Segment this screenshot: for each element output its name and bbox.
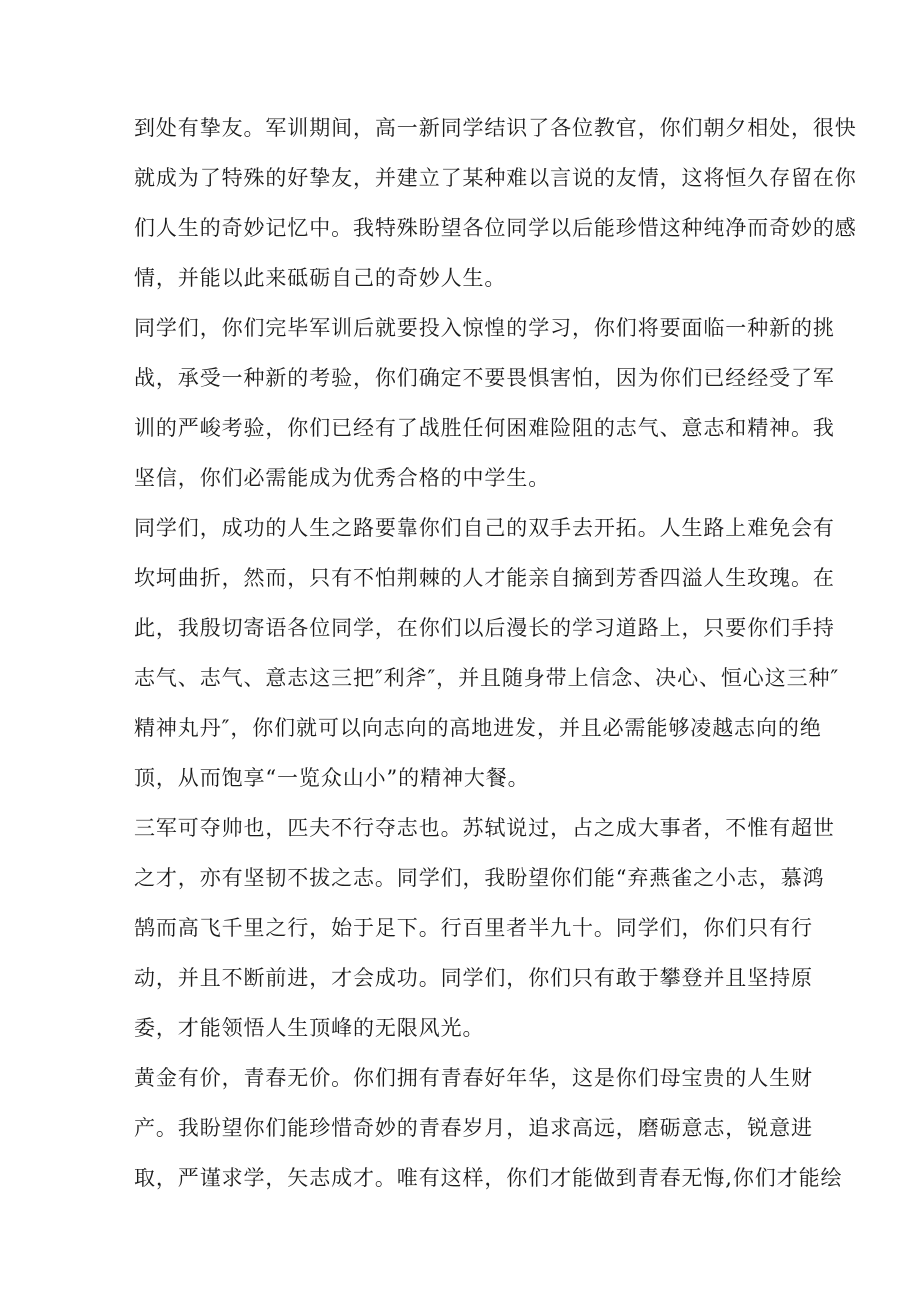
paragraph-1-line-2: 就成为了特殊的好挚友，并建立了某种难以言说的友情，这将恒久存留在你 [134,166,857,190]
paragraph-4-line-3: 鹄而高飞千里之行，始于足下。行百里者半九十。同学们，你们只有行 [134,916,813,940]
paragraph-3-line-5: 精神丸丹″，你们就可以向志向的高地进发，并且必需能够凌越志向的绝 [134,716,822,740]
paragraph-2-line-3: 训的严峻考验，你们已经有了战胜任何困难险阻的志气、意志和精神。我 [134,416,835,440]
paragraph-4-line-1: 三军可夺帅也，匹夫不行夺志也。苏轼说过，占之成大事者，不惟有超世 [134,816,835,840]
paragraph-3-line-3: 此，我殷切寄语各位同学，在你们以后漫长的学习道路上，只要你们手持 [134,616,835,640]
paragraph-2-line-4: 坚信，你们必需能成为优秀合格的中学生。 [134,466,551,490]
paragraph-2-line-2: 战，承受一种新的考验，你们确定不要畏惧害怕，因为你们已经经受了军 [134,366,835,390]
paragraph-1-line-1: 到处有挚友。军训期间，高一新同学结识了各位教官，你们朝夕相处，很快 [134,116,857,140]
paragraph-5-line-3: 取，严谨求学，矢志成才。唯有这样，你们才能做到青春无悔,你们才能绘 [134,1166,843,1190]
paragraph-3-line-4: 志气、志气、意志这三把″利斧″，并且随身带上信念、决心、恒心这三种″ [134,666,840,690]
paragraph-2-line-1: 同学们，你们完毕军训后就要投入惊惶的学习，你们将要面临一种新的挑 [134,316,835,340]
paragraph-5-line-1: 黄金有价，青春无价。你们拥有青春好年华，这是你们母宝贵的人生财 [134,1066,813,1090]
paragraph-3-line-2: 坎坷曲折，然而，只有不怕荆棘的人才能亲自摘到芳香四溢人生玫瑰。在 [134,566,835,590]
paragraph-1-line-4: 情，并能以此来砥砺自己的奇妙人生。 [134,266,507,290]
paragraph-5-line-2: 产。我盼望你们能珍惜奇妙的青春岁月，追求高远，磨砺意志，锐意进 [134,1116,813,1140]
paragraph-4-line-4: 动，并且不断前进，才会成功。同学们，你们只有敢于攀登并且坚持原 [134,966,813,990]
paragraph-1-line-3: 们人生的奇妙记忆中。我特殊盼望各位同学以后能珍惜这种纯净而奇妙的感 [134,216,857,240]
paragraph-4-line-5: 委，才能领悟人生顶峰的无限风光。 [134,1016,485,1040]
paragraph-4-line-2: 之才，亦有坚韧不拔之志。同学们，我盼望你们能“弃燕雀之小志，慕鸿 [134,866,825,890]
paragraph-3-line-1: 同学们，成功的人生之路要靠你们自己的双手去开拓。人生路上难免会有 [134,516,835,540]
paragraph-3-line-6: 顶，从而饱享“一览众山小”的精神大餐。 [134,766,530,790]
